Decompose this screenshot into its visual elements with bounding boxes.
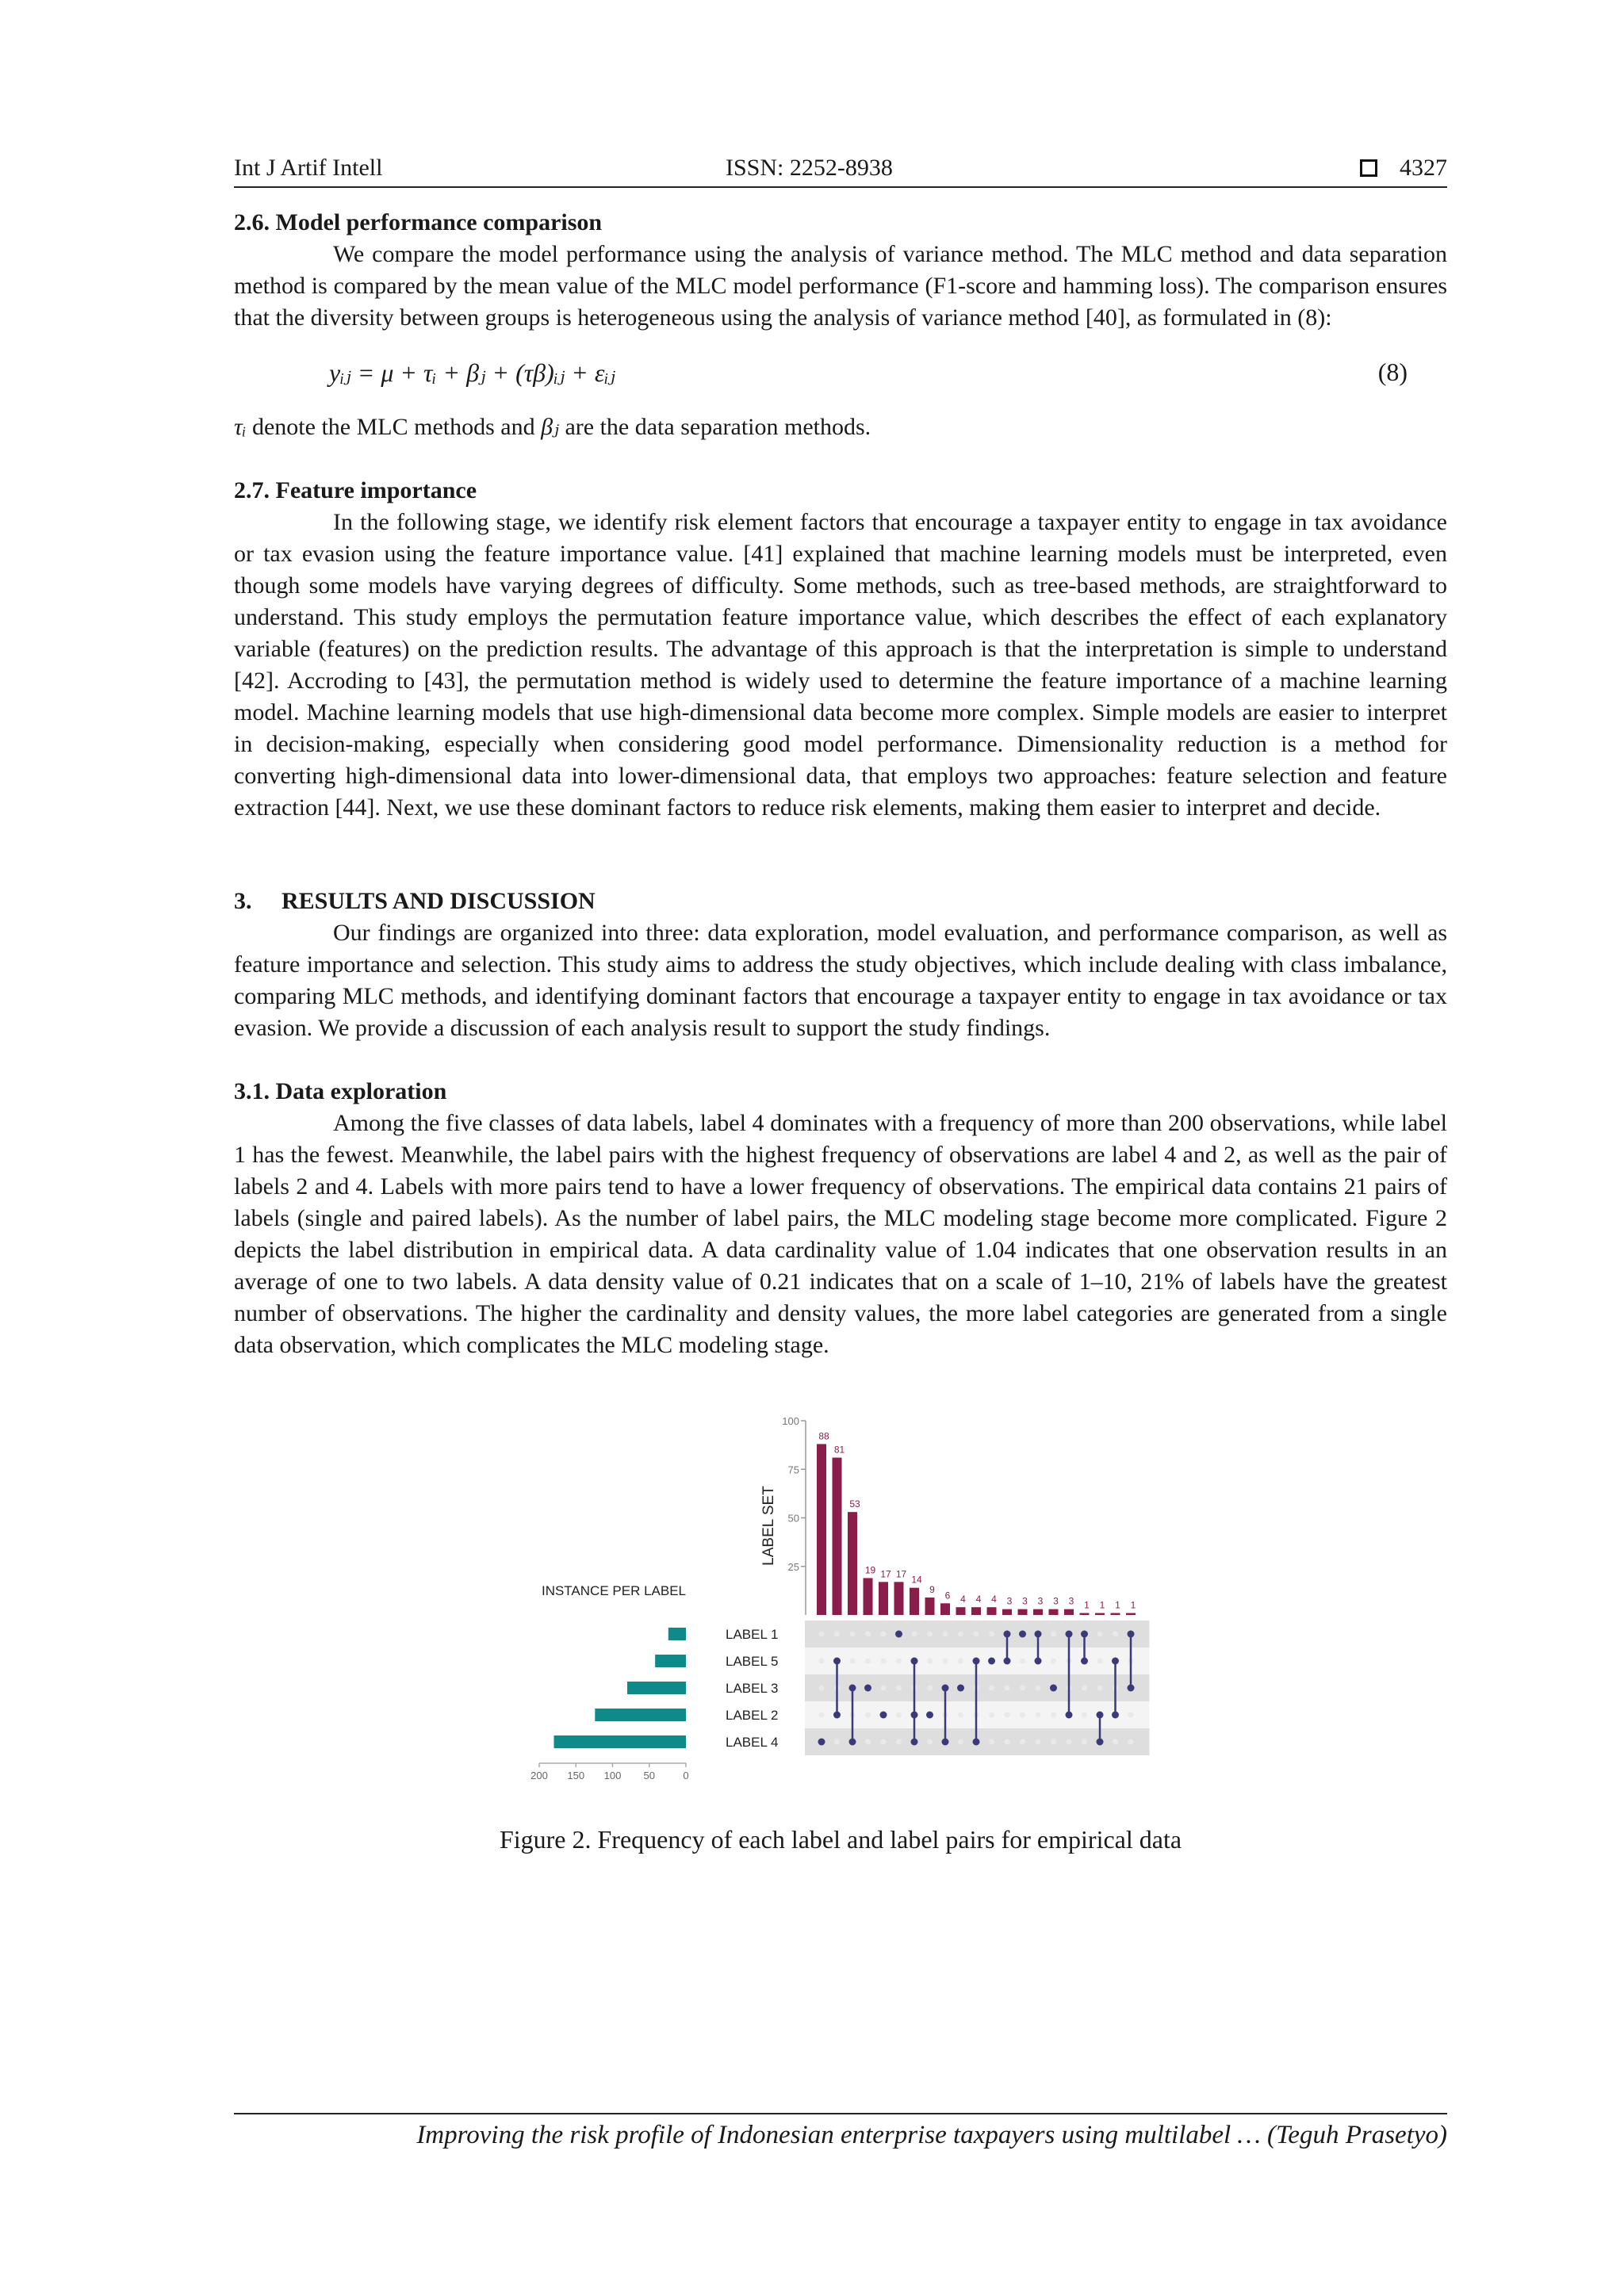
set-size-bar <box>1064 1609 1074 1615</box>
matrix-filled-dot <box>1081 1631 1088 1638</box>
matrix-filled-dot <box>880 1712 887 1719</box>
matrix-empty-dot <box>1051 1712 1056 1718</box>
matrix-empty-dot <box>865 1659 871 1664</box>
matrix-row-label: LABEL 3 <box>726 1681 779 1696</box>
matrix-filled-dot <box>864 1685 871 1692</box>
matrix-empty-dot <box>989 1686 994 1691</box>
square-box-icon <box>1360 159 1377 177</box>
set-size-value-label: 4 <box>975 1594 982 1605</box>
set-size-bar <box>1095 1613 1105 1615</box>
matrix-filled-dot <box>1112 1712 1119 1719</box>
section-3-paragraph: Our findings are organized into three: data exploration, model evaluation, and performance comparison, as well as feature importance and selection. This study aims to address the study objectives, which include dealing with class imbalance, comparing MLC methods, and identifying dominant factors that encourage a taxpayer entity to engage in tax avoidance or tax evasion. We provide a discussion of each analysis result to support the study findings. <box>234 920 1447 1041</box>
instance-tick-label: 200 <box>530 1770 548 1781</box>
matrix-empty-dot <box>819 1712 825 1718</box>
matrix-empty-dot <box>1097 1686 1103 1691</box>
set-size-bar <box>987 1607 997 1615</box>
set-size-value-label: 4 <box>991 1594 997 1605</box>
matrix-empty-dot <box>819 1686 825 1691</box>
set-size-bar <box>1111 1613 1120 1615</box>
matrix-empty-dot <box>1082 1712 1087 1718</box>
set-size-value-label: 1 <box>1130 1599 1136 1611</box>
upset-plot <box>234 1405 1447 1809</box>
set-size-value-label: 1 <box>1084 1599 1090 1611</box>
matrix-empty-dot <box>1113 1632 1118 1637</box>
y-tick-label: 75 <box>787 1464 799 1476</box>
matrix-empty-dot <box>1036 1712 1041 1718</box>
matrix-filled-dot <box>833 1712 841 1719</box>
matrix-empty-dot <box>1113 1739 1118 1745</box>
set-size-value-label: 3 <box>1053 1595 1059 1607</box>
matrix-filled-dot <box>1097 1739 1104 1746</box>
matrix-filled-dot <box>1035 1658 1042 1665</box>
matrix-empty-dot <box>1051 1659 1056 1664</box>
set-size-value-label: 1 <box>1115 1599 1120 1611</box>
section-3-1-title: 3.1. Data exploration <box>234 1078 447 1104</box>
set-size-bar <box>879 1582 888 1615</box>
set-size-bar <box>1080 1613 1090 1615</box>
set-size-value-label: 17 <box>895 1568 907 1580</box>
matrix-empty-dot <box>881 1632 887 1637</box>
instance-tick-label: 100 <box>603 1770 622 1781</box>
set-size-bar <box>1018 1609 1028 1615</box>
equation-8 <box>234 358 1447 388</box>
tau-symbol: τᵢ <box>234 414 247 440</box>
set-size-bar <box>1002 1609 1012 1615</box>
matrix-empty-dot <box>958 1712 963 1718</box>
running-header <box>234 155 1447 188</box>
matrix-filled-dot <box>911 1739 918 1746</box>
matrix-empty-dot <box>927 1632 933 1637</box>
set-size-value-label: 81 <box>833 1444 845 1456</box>
matrix-filled-dot <box>1050 1685 1057 1692</box>
matrix-row-label: LABEL 5 <box>726 1654 779 1669</box>
matrix-filled-dot <box>942 1739 949 1746</box>
matrix-filled-dot <box>911 1658 918 1665</box>
matrix-filled-dot <box>1066 1712 1073 1719</box>
matrix-filled-dot <box>973 1658 980 1665</box>
matrix-filled-dot <box>926 1712 933 1719</box>
matrix-filled-dot <box>1004 1658 1011 1665</box>
beta-symbol: βⱼ <box>541 414 559 440</box>
set-size-bar <box>910 1588 919 1615</box>
y-tick-label: 100 <box>782 1415 799 1427</box>
page-number: 4327 <box>1400 155 1447 181</box>
matrix-filled-dot <box>1128 1685 1135 1692</box>
matrix-row-label: LABEL 1 <box>726 1627 779 1642</box>
instance-per-label-title: INSTANCE PER LABEL <box>541 1583 686 1598</box>
matrix-filled-dot <box>942 1685 949 1692</box>
set-size-bar <box>848 1512 857 1615</box>
set-size-value-label: 6 <box>944 1590 951 1601</box>
equation-text: yᵢⱼ = μ + τᵢ + βⱼ + (τβ)ᵢⱼ + εᵢⱼ <box>329 358 615 387</box>
matrix-empty-dot <box>1082 1739 1087 1745</box>
matrix-empty-dot <box>1082 1686 1087 1691</box>
journal-name: Int J Artif Intell <box>234 155 383 181</box>
matrix-empty-dot <box>989 1712 994 1718</box>
set-size-bar <box>864 1578 873 1615</box>
matrix-filled-dot <box>849 1685 856 1692</box>
matrix-empty-dot <box>834 1739 840 1745</box>
matrix-empty-dot <box>974 1632 979 1637</box>
set-size-value-label: 3 <box>1022 1595 1028 1607</box>
matrix-filled-dot <box>1097 1712 1104 1719</box>
running-footer <box>234 2113 1447 2150</box>
instance-bar <box>595 1709 686 1721</box>
matrix-empty-dot <box>958 1739 963 1745</box>
set-size-axis-title: LABEL SET <box>760 1486 777 1566</box>
instance-tick-label: 150 <box>567 1770 585 1781</box>
set-size-bar <box>1033 1609 1043 1615</box>
explanation-text-b: are the data separation methods. <box>558 414 871 440</box>
instance-bar <box>655 1655 686 1667</box>
matrix-filled-dot <box>818 1739 825 1746</box>
set-size-bar <box>956 1607 966 1615</box>
matrix-filled-dot <box>1081 1658 1088 1665</box>
matrix-empty-dot <box>865 1739 871 1745</box>
set-size-value-label: 14 <box>911 1574 922 1586</box>
matrix-filled-dot <box>1035 1631 1042 1638</box>
equation-explanation <box>234 411 1447 443</box>
matrix-empty-dot <box>927 1659 933 1664</box>
matrix-filled-dot <box>911 1712 918 1719</box>
matrix-empty-dot <box>1005 1686 1010 1691</box>
matrix-filled-dot <box>833 1658 841 1665</box>
matrix-empty-dot <box>850 1659 856 1664</box>
matrix-empty-dot <box>865 1712 871 1718</box>
matrix-filled-dot <box>973 1739 980 1746</box>
matrix-empty-dot <box>943 1659 948 1664</box>
matrix-empty-dot <box>896 1712 902 1718</box>
set-size-value-label: 4 <box>960 1594 966 1605</box>
matrix-empty-dot <box>1020 1686 1025 1691</box>
matrix-empty-dot <box>896 1686 902 1691</box>
matrix-empty-dot <box>1036 1686 1041 1691</box>
matrix-filled-dot <box>988 1658 995 1665</box>
matrix-empty-dot <box>927 1739 933 1745</box>
matrix-empty-dot <box>881 1686 887 1691</box>
instance-bar <box>627 1682 686 1694</box>
section-3-title: 3. RESULTS AND DISCUSSION <box>234 888 596 914</box>
figure-2 <box>234 1405 1447 1809</box>
matrix-empty-dot <box>1051 1739 1056 1745</box>
matrix-empty-dot <box>896 1659 902 1664</box>
matrix-empty-dot <box>865 1632 871 1637</box>
matrix-empty-dot <box>896 1739 902 1745</box>
matrix-empty-dot <box>1020 1659 1025 1664</box>
matrix-empty-dot <box>1097 1659 1103 1664</box>
matrix-empty-dot <box>1067 1739 1072 1745</box>
matrix-empty-dot <box>1020 1712 1025 1718</box>
footer-text: Improving the risk profile of Indonesian enterprise taxpayers using multilabel … (Teguh Prasetyo) <box>416 2121 1447 2149</box>
matrix-row-label: LABEL 4 <box>726 1735 779 1750</box>
section-3-1-paragraph: Among the five classes of data labels, label 4 dominates with a frequency of more than 200 observations, while label 1 has the fewest. Meanwhile, the label pairs with the highest frequency of observations are label 4 and 2, as well as the pair of labels 2 and 4. Labels with more pairs tend to have a lower frequency of observations. The empirical data contains 21 pairs of labels (single and paired labels). As the number of label pairs, the MLC modeling stage become more complicated. Figure 2 depicts the label distribution in empirical data. A data cardinality value of 1.04 indicates that one observation results in an average of one to two labels. A data density value of 0.21 indicates that on a scale of 1–10, 21% of labels have the greatest number of observations. The higher the cardinality and density values, the more label categories are generated from a single data observation, which complicates the MLC modeling stage. <box>234 1110 1447 1358</box>
matrix-empty-dot <box>1128 1712 1134 1718</box>
section-2-7-paragraph: In the following stage, we identify risk element factors that encourage a taxpayer entity to engage in tax avoidance or tax evasion using the feature importance value. [41] explained that machine learning models must be interpreted, even though some models have varying degrees of difficulty. Some methods, such as tree-based methods, are straightforward to understand. This study employs the permutation feature importance value, which describes the effect of each explanatory variable (features) on the prediction results. The advantage of this approach is that the interpretation is simple to understand [42]. Accroding to [43], the permutation method is widely used to determine the feature importance of a machine learning model. Machine learning models that use high-dimensional data become more complex. Simple models are easier to interpret in decision-making, especially when considering good model performance. Dimensionality reduction is a method for converting high-dimensional data into lower-dimensional data, that employs two approaches: feature selection and feature extraction [44]. Next, we use these dominant factors to reduce risk elements, making them easier to interpret and decide. <box>234 509 1447 821</box>
matrix-empty-dot <box>943 1632 948 1637</box>
set-size-bar <box>1049 1609 1059 1615</box>
matrix-empty-dot <box>927 1686 933 1691</box>
set-size-value-label: 17 <box>880 1568 891 1580</box>
instance-bar <box>554 1735 687 1748</box>
matrix-filled-dot <box>1066 1631 1073 1638</box>
set-size-value-label: 9 <box>929 1583 935 1595</box>
y-tick-label: 25 <box>787 1560 799 1573</box>
set-size-value-label: 88 <box>818 1430 829 1442</box>
set-size-bar <box>971 1607 981 1615</box>
instance-tick-label: 50 <box>643 1770 655 1781</box>
matrix-empty-dot <box>912 1632 917 1637</box>
matrix-filled-dot <box>895 1631 902 1638</box>
matrix-empty-dot <box>1036 1739 1041 1745</box>
instance-bar <box>668 1628 686 1640</box>
set-size-bar <box>833 1458 842 1615</box>
explanation-text-a: denote the MLC methods and <box>246 414 542 440</box>
matrix-filled-dot <box>957 1685 964 1692</box>
set-size-bar <box>940 1603 950 1615</box>
set-size-value-label: 53 <box>849 1498 860 1510</box>
matrix-empty-dot <box>1097 1632 1103 1637</box>
equation-number: (8) <box>1377 358 1408 386</box>
section-2-6-paragraph: We compare the model performance using the analysis of variance method. The MLC method and data separation method is compared by the mean value of the MLC model performance (F1-score and hamming loss). The comparison ensures that the diversity between groups is heterogeneous using the analysis of variance method [40], as formulated in (8): <box>234 241 1447 331</box>
issn: ISSN: 2252-8938 <box>726 155 893 181</box>
matrix-empty-dot <box>1051 1632 1056 1637</box>
matrix-empty-dot <box>850 1632 856 1637</box>
set-size-bar <box>894 1582 904 1615</box>
matrix-filled-dot <box>1112 1658 1119 1665</box>
matrix-empty-dot <box>881 1739 887 1745</box>
set-size-bar <box>1126 1613 1136 1615</box>
section-2-6-title: 2.6. Model performance comparison <box>234 209 603 235</box>
set-size-bar <box>817 1444 826 1615</box>
matrix-empty-dot <box>958 1659 963 1664</box>
matrix-empty-dot <box>1128 1739 1134 1745</box>
matrix-filled-dot <box>1128 1631 1135 1638</box>
matrix-empty-dot <box>958 1632 963 1637</box>
set-size-value-label: 3 <box>1037 1595 1044 1607</box>
page-body <box>234 155 1447 1854</box>
section-2-7-title: 2.7. Feature importance <box>234 477 477 503</box>
matrix-empty-dot <box>1020 1739 1025 1745</box>
matrix-empty-dot <box>989 1632 994 1637</box>
matrix-filled-dot <box>1019 1631 1026 1638</box>
matrix-empty-dot <box>989 1739 994 1745</box>
matrix-empty-dot <box>819 1632 825 1637</box>
matrix-empty-dot <box>1005 1712 1010 1718</box>
set-size-value-label: 19 <box>864 1564 876 1576</box>
matrix-filled-dot <box>849 1739 856 1746</box>
matrix-empty-dot <box>1005 1739 1010 1745</box>
figure-caption: Figure 2. Frequency of each label and label pairs for empirical data <box>499 1825 1182 1854</box>
matrix-empty-dot <box>819 1659 825 1664</box>
set-size-value-label: 3 <box>1068 1595 1074 1607</box>
set-size-value-label: 1 <box>1099 1599 1105 1611</box>
set-size-bar <box>925 1598 935 1615</box>
set-size-value-label: 3 <box>1006 1595 1013 1607</box>
matrix-empty-dot <box>881 1659 887 1664</box>
y-tick-label: 50 <box>787 1512 799 1525</box>
matrix-empty-dot <box>834 1632 840 1637</box>
matrix-row-label: LABEL 2 <box>726 1708 779 1723</box>
matrix-filled-dot <box>1004 1631 1011 1638</box>
instance-tick-label: 0 <box>683 1770 689 1781</box>
